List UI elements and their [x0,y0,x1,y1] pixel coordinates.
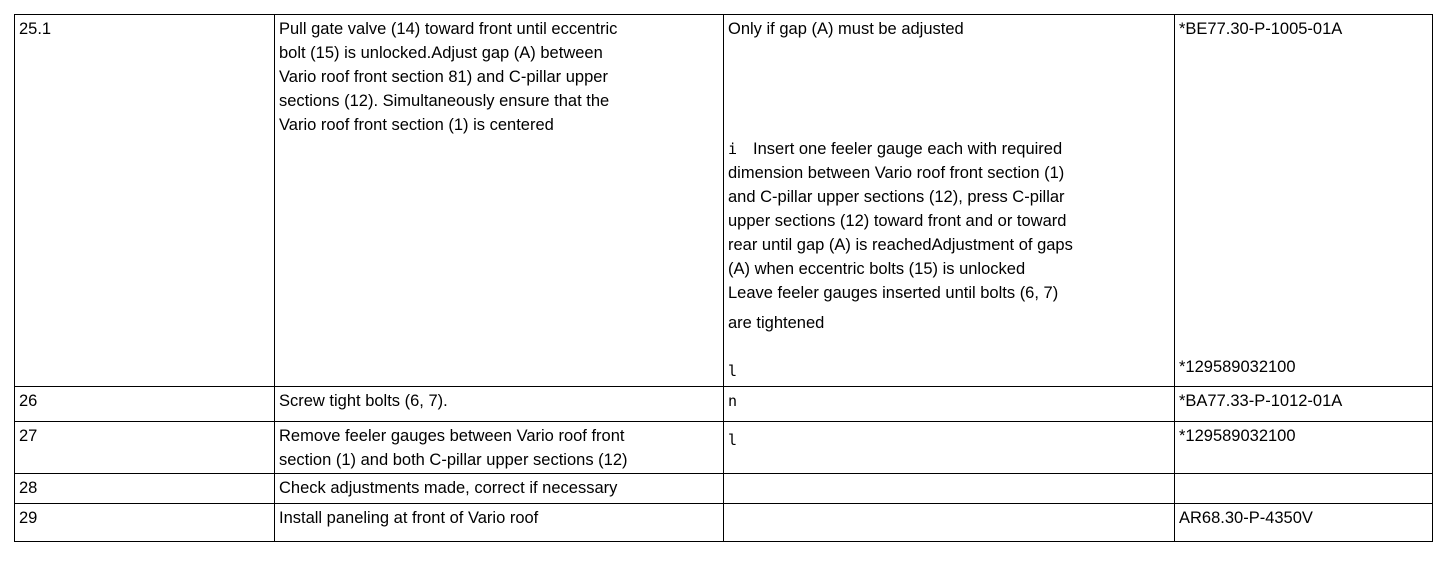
info-note [728,137,1170,161]
step-notes [724,15,1175,387]
table-row [15,387,1433,422]
table-row [15,15,1433,387]
step-number: 26 [15,387,275,422]
action-line: Pull gate valve (14) toward front until eccentric [279,20,618,38]
condition-note: Only if gap (A) must be adjusted [728,20,964,38]
procedure-table [14,14,1433,542]
step-action [275,15,724,387]
step-number: 25.1 [15,15,275,387]
tool-symbol-icon: l [728,362,738,380]
step-action [275,422,724,474]
action-line: bolt (15) is unlocked.Adjust gap (A) between [279,44,603,62]
step-action: Check adjustments made, correct if necessary [275,474,724,504]
torque-symbol-icon: n [724,387,1175,422]
action-line: Vario roof front section 81) and C-pillar upper [279,68,608,86]
table-row [15,504,1433,542]
step-number: 29 [15,504,275,542]
reference-code: *129589032100 [1175,422,1433,474]
reference-code: AR68.30-P-4350V [1175,504,1433,542]
step-notes [724,474,1175,504]
info-line: and C-pillar upper sections (12), press C-pillar [728,188,1065,206]
info-line: Insert one feeler gauge each with required [753,140,1063,158]
step-action: Install paneling at front of Vario roof [275,504,724,542]
info-icon: i [728,140,738,158]
reference-code: *BA77.33-P-1012-01A [1175,387,1433,422]
action-line: Vario roof front section (1) is centered [279,116,554,134]
action-line: Remove feeler gauges between Vario roof front [279,427,625,445]
step-action: Screw tight bolts (6, 7). [275,387,724,422]
tool-symbol-icon: l [724,422,1175,474]
step-reference [1175,15,1433,387]
table-row [15,422,1433,474]
step-notes [724,504,1175,542]
step-number: 28 [15,474,275,504]
step-number: 27 [15,422,275,474]
reference-code: *129589032100 [1179,358,1296,376]
info-line: dimension between Vario roof front section (1) [728,164,1065,182]
reference-code [1175,474,1433,504]
info-line: are tightened [728,314,825,332]
table-row [15,474,1433,504]
info-line: rear until gap (A) is reachedAdjustment of gaps [728,236,1073,254]
action-line: sections (12). Simultaneously ensure that the [279,92,610,110]
action-line: section (1) and both C-pillar upper sections (12) [279,451,628,469]
reference-code: *BE77.30-P-1005-01A [1179,20,1343,38]
info-line: upper sections (12) toward front and or toward [728,212,1067,230]
info-line: Leave feeler gauges inserted until bolts (6, 7) [728,284,1059,302]
info-line: (A) when eccentric bolts (15) is unlocked [728,260,1026,278]
